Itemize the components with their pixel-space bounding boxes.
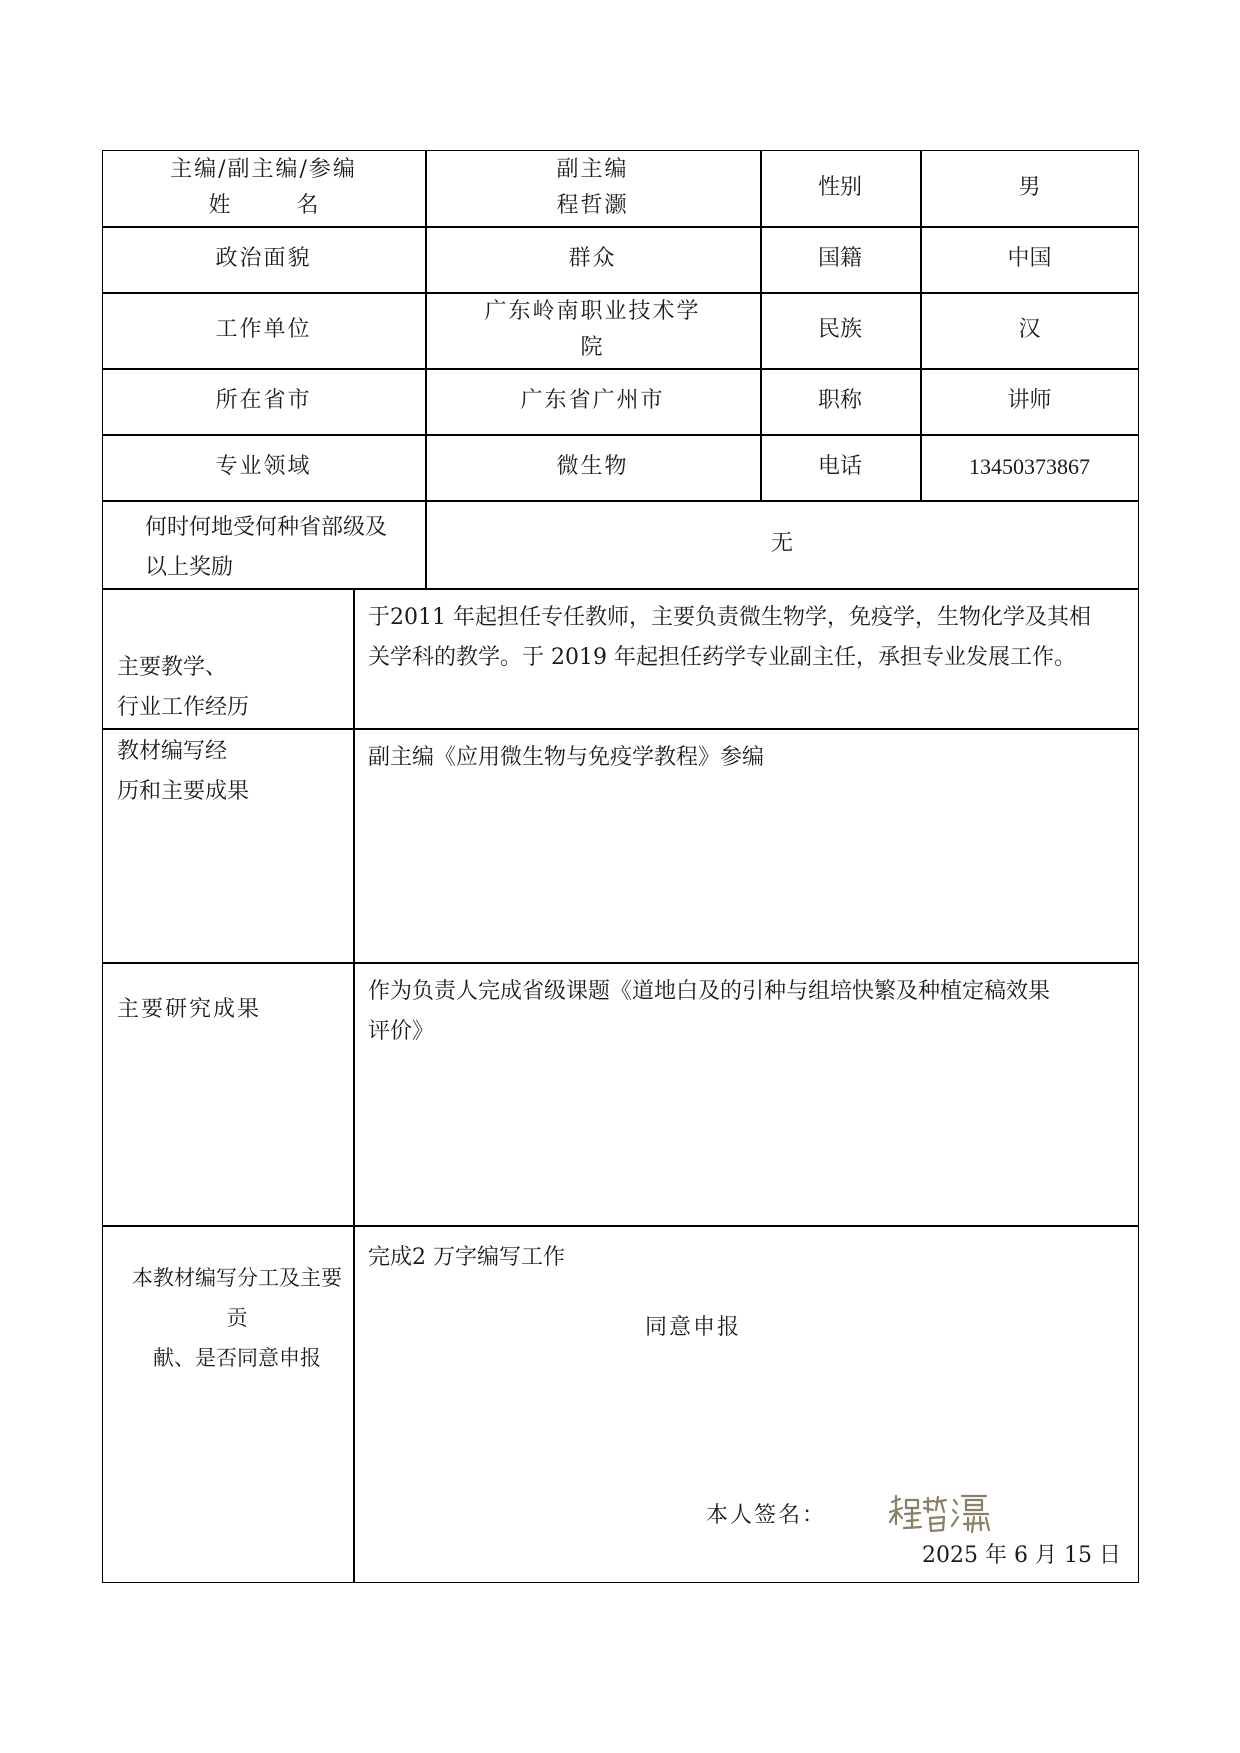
field-value: 微生物 (556, 454, 629, 479)
row-divider (102, 962, 1139, 964)
textbook-text: 副主编《应用微生物与免疫学教程》参编 (368, 745, 765, 770)
editor-role-label-line1: 主编/副主编/参编 (170, 157, 357, 182)
column-divider (353, 588, 355, 1583)
title-label: 职称 (817, 388, 862, 413)
contribution-text: 完成2 万字编写工作 (368, 1245, 565, 1270)
research-label: 主要研究成果 (117, 997, 262, 1022)
political-status-value: 群众 (568, 246, 617, 271)
contribution-label-line2: 献、是否同意申报 (153, 1346, 321, 1370)
experience-text (368, 598, 1138, 678)
political-status-label: 政治面貌 (215, 246, 312, 271)
awards-label-line1: 何时何地受何种省部级及 (145, 515, 388, 540)
textbook-label-line1: 教材编写经 (117, 739, 228, 764)
name-label-char1: 姓 (208, 193, 231, 218)
employer-value (425, 292, 760, 368)
handwritten-signature (886, 1490, 996, 1538)
gender-label: 性别 (817, 175, 862, 200)
row-divider (102, 588, 1139, 590)
textbook-label (117, 732, 347, 812)
row-divider (102, 728, 1139, 730)
ethnicity-value: 汉 (1018, 317, 1041, 342)
experience-label-line2: 行业工作经历 (117, 695, 250, 720)
row-divider (102, 1225, 1139, 1227)
name-label (208, 188, 318, 224)
experience-label-line1: 主要教学、 (117, 655, 228, 680)
ethnicity-label: 民族 (817, 317, 862, 342)
experience-text-line1: 于2011 年起担任专任教师，主要负责微生物学，免疫学，生物化学及其相 (368, 605, 1091, 630)
agree-text: 同意申报 (645, 1315, 742, 1340)
contribution-label-line1: 本教材编写分工及主要贡 (132, 1266, 342, 1330)
research-text (368, 972, 1138, 1052)
phone-value: 13450373867 (969, 454, 1090, 479)
title-value: 讲师 (1007, 388, 1052, 413)
nationality-value: 中国 (1007, 246, 1052, 271)
role-value: 副主编 (556, 157, 629, 182)
province-city-value: 广东省广州市 (520, 388, 665, 413)
employer-value-line2: 院 (580, 335, 605, 360)
phone-label: 电话 (817, 454, 862, 479)
name-value: 程哲灏 (556, 193, 629, 218)
employer-label: 工作单位 (215, 317, 312, 342)
awards-label (145, 508, 423, 588)
research-text-line1: 作为负责人完成省级课题《道地白及的引种与组培快繁及种植定稿效果 (368, 979, 1051, 1004)
experience-text-line2: 关学科的教学。于 2019 年起担任药学专业副主任，承担专业发展工作。 (368, 645, 1076, 670)
gender-value: 男 (1018, 175, 1041, 200)
editor-role-label (102, 150, 425, 226)
sign-date: 2025 年 6 月 15 日 (922, 1543, 1121, 1568)
employer-value-line1: 广东岭南职业技术学 (484, 299, 701, 324)
contribution-label (124, 1258, 350, 1378)
experience-label (117, 648, 347, 728)
field-label: 专业领域 (215, 454, 312, 479)
name-label-char2: 名 (296, 193, 319, 218)
signature-label: 本人签名： (706, 1503, 827, 1528)
awards-value: 无 (770, 531, 793, 556)
province-city-label: 所在省市 (215, 388, 312, 413)
textbook-label-line2: 历和主要成果 (117, 779, 250, 804)
awards-label-line2: 以上奖励 (145, 555, 234, 580)
nationality-label: 国籍 (817, 246, 862, 271)
research-text-line2: 评价》 (368, 1019, 435, 1044)
editor-role-value (425, 150, 760, 226)
